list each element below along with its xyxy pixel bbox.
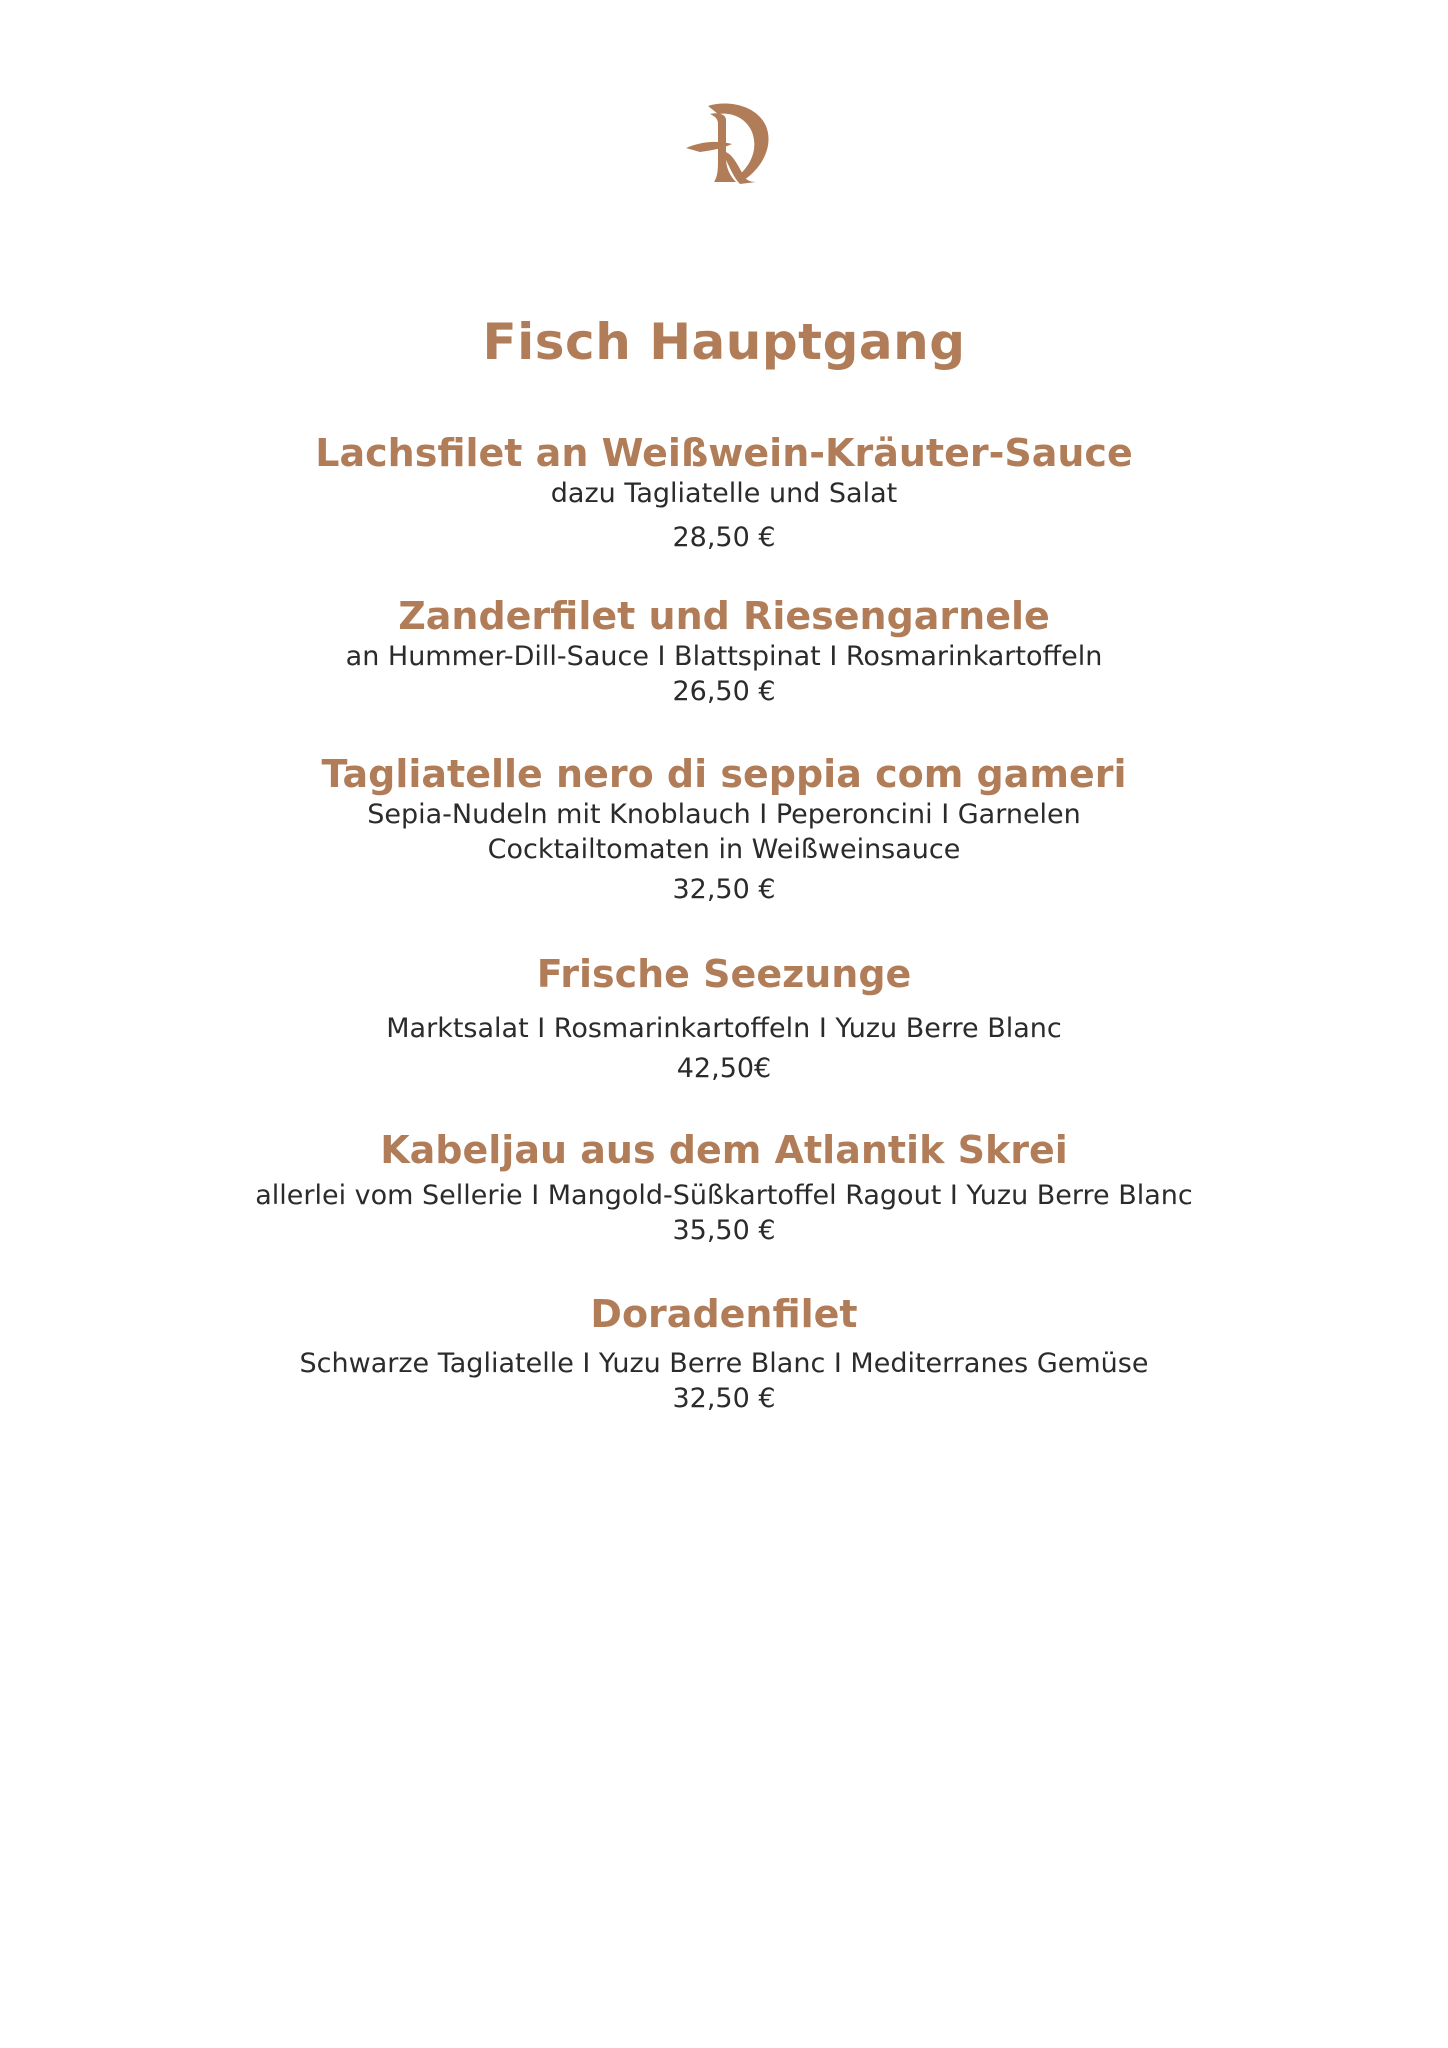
restaurant-logo-icon xyxy=(686,98,774,186)
dish-description: an Hummer-Dill-Sauce I Blattspinat I Rosmarinkartoffeln xyxy=(345,641,1103,672)
dish-description: dazu Tagliatelle und Salat xyxy=(550,478,898,509)
dish-name: Frische Seezunge xyxy=(536,952,912,996)
menu-item xyxy=(0,430,1448,555)
dish-description: allerlei vom Sellerie I Mangold-Süßkartoffel Ragout I Yuzu Berre Blanc xyxy=(255,1180,1193,1211)
dish-description: Schwarze Tagliatelle I Yuzu Berre Blanc I Mediterranes Gemüse xyxy=(299,1348,1149,1379)
dish-price: 32,50 € xyxy=(672,1383,776,1414)
menu-item xyxy=(0,751,1448,907)
menu-item xyxy=(0,593,1448,709)
menu-item xyxy=(0,951,1448,1086)
menu-item xyxy=(0,1291,1448,1416)
dish-name: Doradenfilet xyxy=(590,1292,858,1336)
dish-description: Marktsalat I Rosmarinkartoffeln I Yuzu Berre Blanc xyxy=(386,1013,1062,1044)
dish-name: Zanderfilet und Riesengarnele xyxy=(398,594,1050,638)
dish-name: Kabeljau aus dem Atlantik Skrei xyxy=(380,1128,1068,1172)
dish-price: 42,50€ xyxy=(676,1053,772,1084)
dish-price: 28,50 € xyxy=(672,522,776,553)
dish-price: 32,50 € xyxy=(672,874,776,905)
dish-name: Lachsfilet an Weißwein-Kräuter-Sauce xyxy=(315,431,1133,475)
dish-price: 35,50 € xyxy=(672,1215,776,1246)
dish-price: 26,50 € xyxy=(672,676,776,707)
dish-description: Cocktailtomaten in Weißweinsauce xyxy=(487,834,961,865)
dish-name: Tagliatelle nero di seppia com gameri xyxy=(321,752,1127,796)
dish-description: Sepia-Nudeln mit Knoblauch I Peperoncini I Garnelen xyxy=(367,799,1081,830)
page-title: Fisch Hauptgang xyxy=(482,313,966,371)
menu-item xyxy=(0,1127,1448,1248)
